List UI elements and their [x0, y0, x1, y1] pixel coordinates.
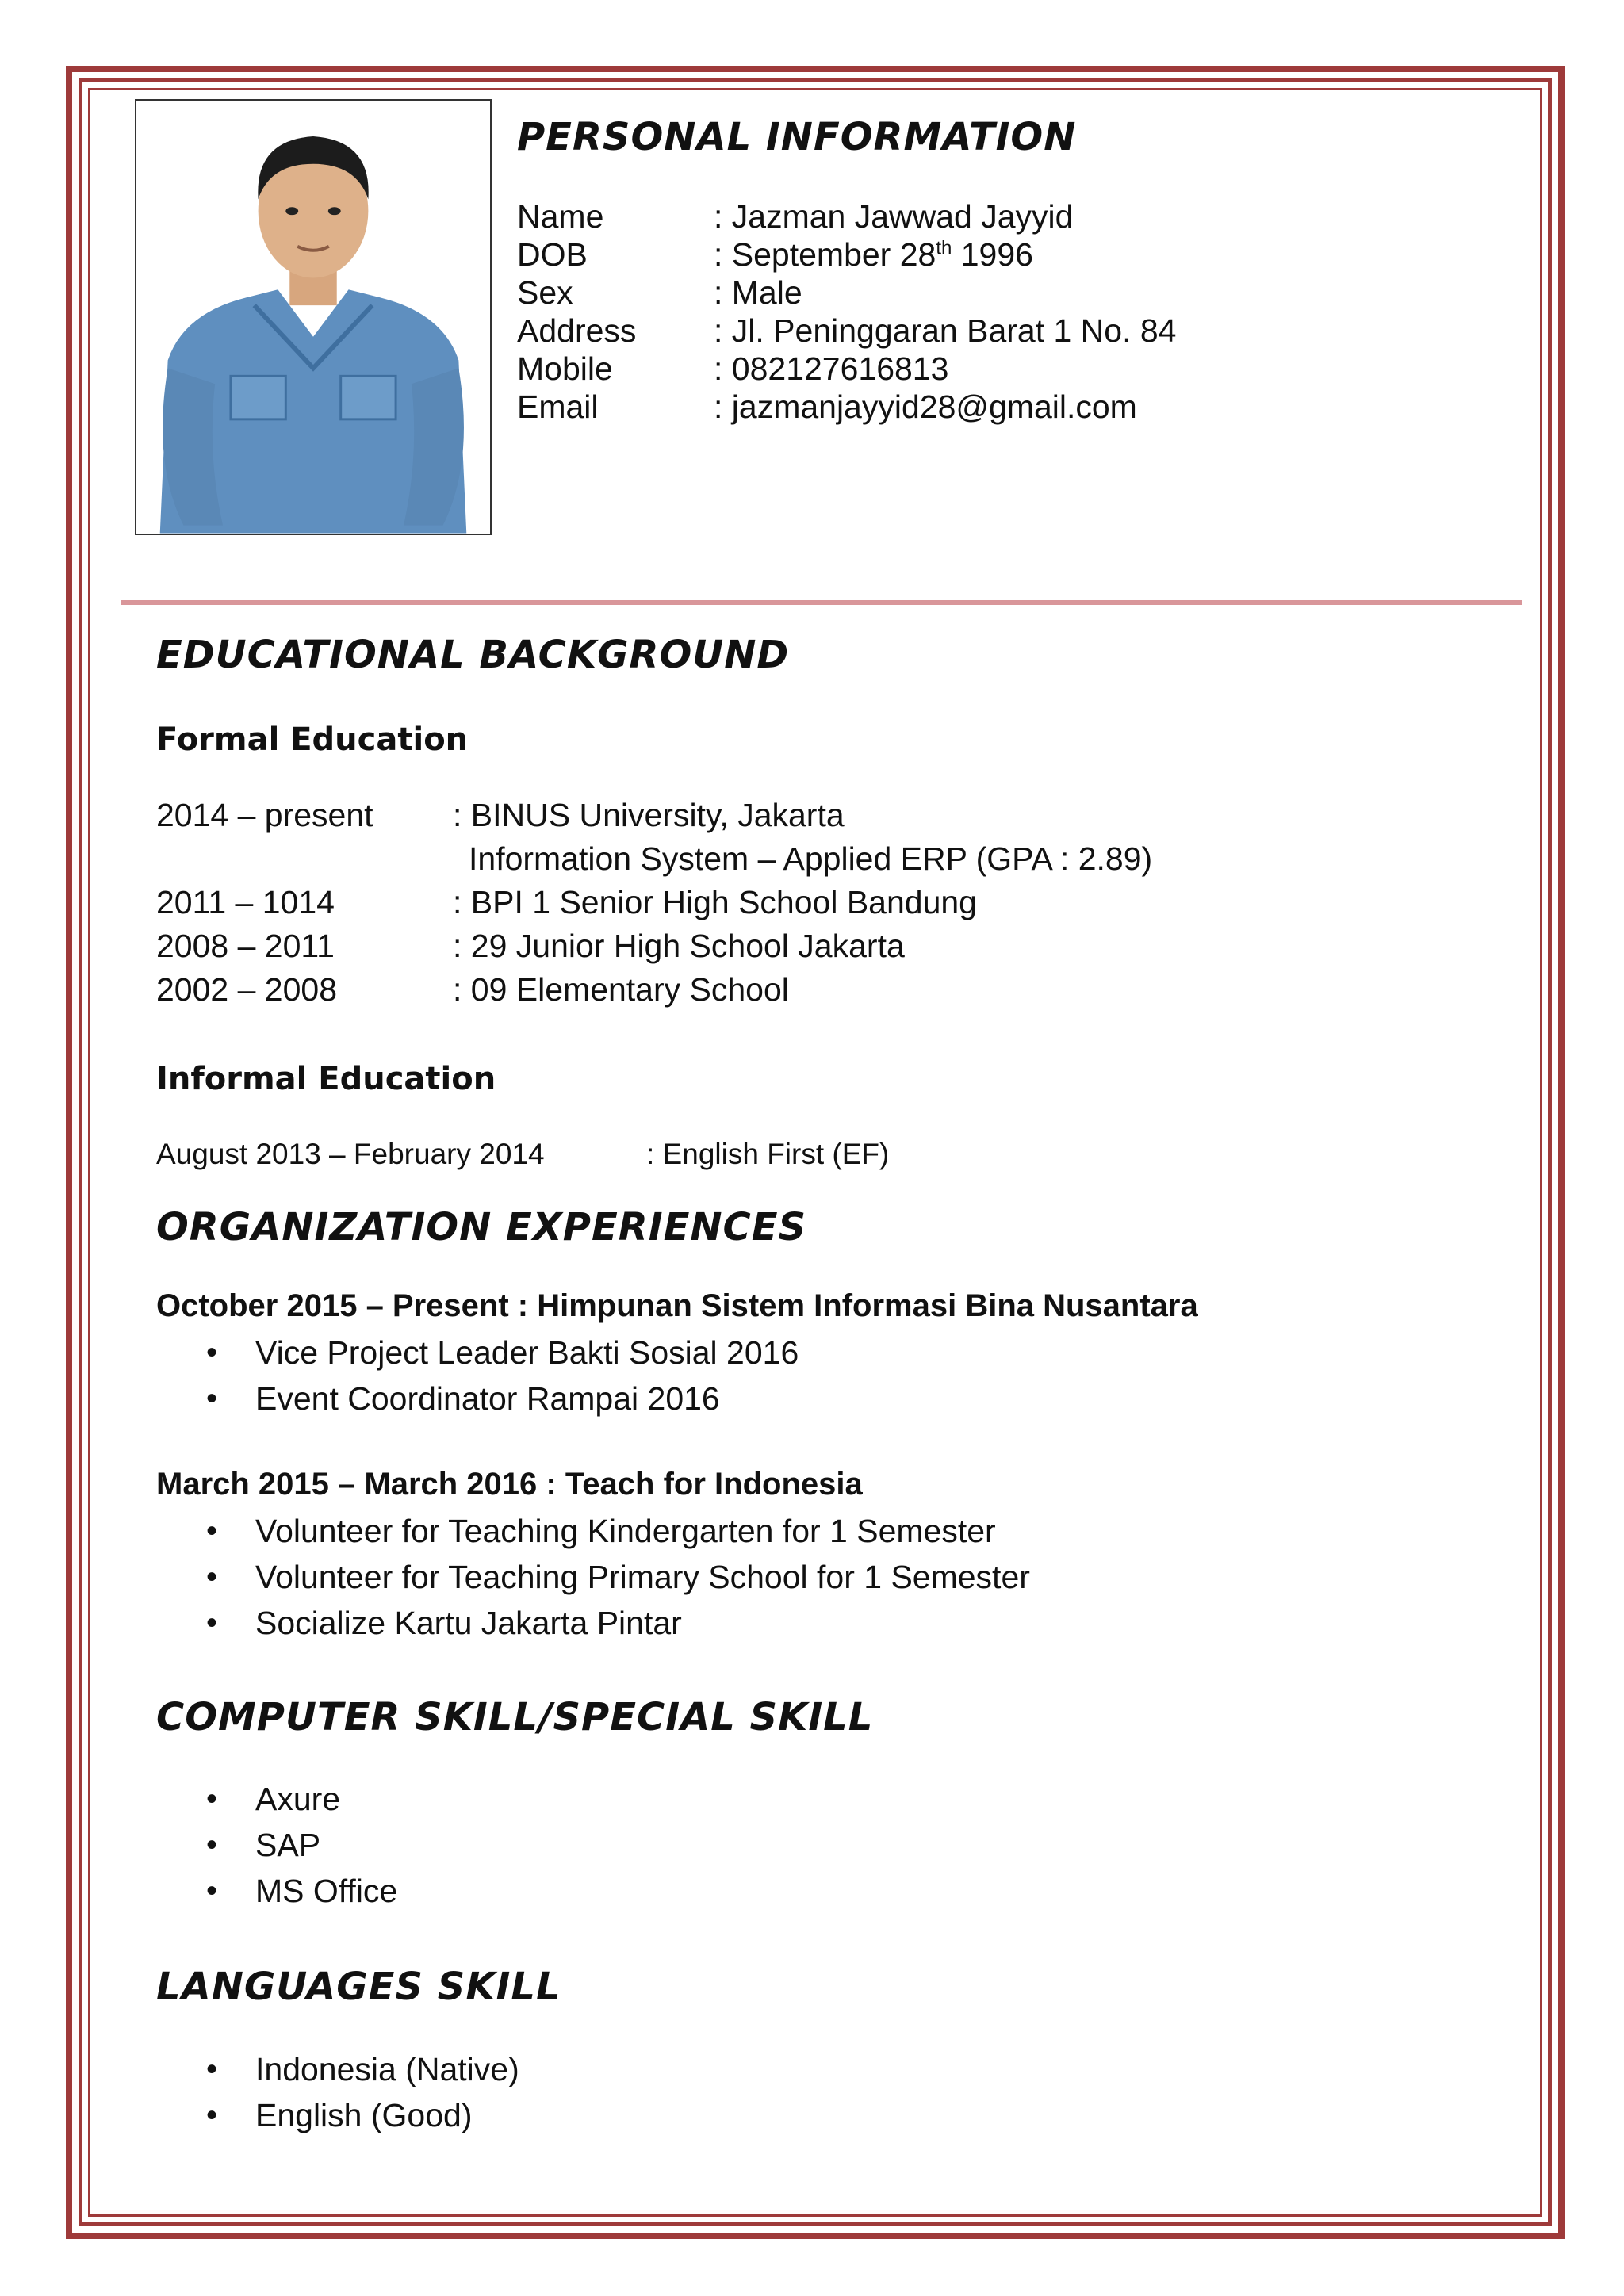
address-value: : Jl. Peninggaran Barat 1 No. 84 [714, 312, 1177, 349]
list-item: • Axure [206, 1776, 397, 1822]
org-entry-items [206, 1330, 799, 1422]
dob-value: : September 28th 1996 [714, 236, 1033, 273]
profile-photo [135, 99, 492, 535]
name-label: Name [517, 198, 604, 235]
languages-heading: LANGUAGES SKILL [156, 1965, 561, 2009]
dob-label: DOB [517, 236, 588, 273]
list-item: • MS Office [206, 1868, 397, 1914]
edu-date: 2014 – present [156, 797, 373, 833]
personal-info-heading: PERSONAL INFORMATION [517, 115, 1077, 159]
org-entry-title: March 2015 – March 2016 : Teach for Indonesia [156, 1467, 863, 1502]
list-item: • Event Coordinator Rampai 2016 [206, 1376, 799, 1422]
edu-value: : 29 Junior High School Jakarta [453, 928, 905, 964]
organization-heading: ORGANIZATION EXPERIENCES [156, 1205, 807, 1249]
mobile-value: : 082127616813 [714, 350, 949, 387]
formal-education-heading: Formal Education [156, 721, 469, 758]
list-item: • Volunteer for Teaching Primary School for 1 Semester [206, 1554, 1030, 1600]
name-value: : Jazman Jawwad Jayyid [714, 198, 1074, 235]
list-item: • Indonesia (Native) [206, 2046, 519, 2092]
edu-value: : BPI 1 Senior High School Bandung [453, 884, 977, 920]
org-entry-items [206, 1508, 1030, 1646]
edu-value: Information System – Applied ERP (GPA : 2.89) [469, 840, 1153, 877]
edu-date: 2002 – 2008 [156, 971, 338, 1008]
list-item: • Socialize Kartu Jakarta Pintar [206, 1600, 1030, 1646]
list-item: • Vice Project Leader Bakti Sosial 2016 [206, 1330, 799, 1376]
edu-date: 2008 – 2011 [156, 928, 335, 964]
informal-value: : English First (EF) [646, 1138, 890, 1170]
sex-value: : Male [714, 274, 802, 311]
edu-date: 2011 – 1014 [156, 884, 335, 920]
mobile-label: Mobile [517, 350, 613, 387]
edu-value: : BINUS University, Jakarta [453, 797, 845, 833]
informal-date: August 2013 – February 2014 [156, 1138, 545, 1170]
email-label: Email [517, 388, 599, 425]
list-item: • English (Good) [206, 2092, 519, 2138]
list-item: • SAP [206, 1822, 397, 1868]
org-entry-title: October 2015 – Present : Himpunan Sistem Informasi Bina Nusantara [156, 1288, 1198, 1323]
list-item: • Volunteer for Teaching Kindergarten for 1 Semester [206, 1508, 1030, 1554]
email-value: : jazmanjayyid28@gmail.com [714, 388, 1137, 425]
informal-education-heading: Informal Education [156, 1061, 496, 1097]
sex-label: Sex [517, 274, 573, 311]
education-heading: EDUCATIONAL BACKGROUND [156, 633, 790, 677]
computer-skill-list [206, 1776, 397, 1914]
address-label: Address [517, 312, 637, 349]
edu-value: : 09 Elementary School [453, 971, 789, 1008]
computer-skill-heading: COMPUTER SKILL/SPECIAL SKILL [156, 1695, 874, 1739]
section-divider [121, 600, 1522, 605]
languages-list [206, 2046, 519, 2138]
person-photo-icon [136, 101, 490, 534]
